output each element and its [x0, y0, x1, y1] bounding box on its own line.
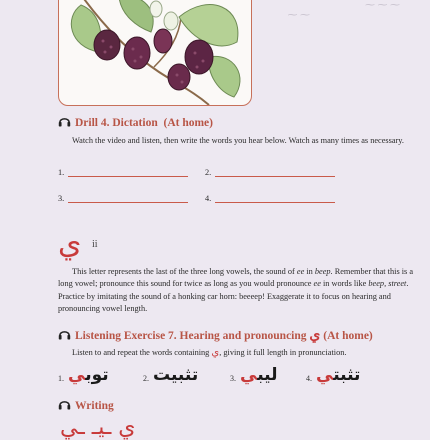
headphones-icon: [58, 115, 71, 127]
exercise7-letter: ي: [309, 328, 321, 343]
word-2[interactable]: تثبيت: [153, 365, 199, 385]
dictation-label-4: 4.: [205, 194, 212, 203]
exercise7-title: Listening Exercise 7. Hearing and pronouncing: [75, 330, 307, 342]
word-4[interactable]: تثبتي: [316, 365, 361, 385]
exercise7-tag: (At home): [323, 330, 373, 342]
writing-heading: [58, 398, 114, 412]
word-3[interactable]: ليبي: [240, 365, 278, 385]
dictation-label-2: 2.: [205, 168, 212, 177]
word-number-4: 4.: [306, 374, 312, 383]
word-1[interactable]: توبي: [68, 365, 109, 385]
word-number-3: 3.: [230, 374, 236, 383]
dictation-field-3[interactable]: [68, 202, 188, 203]
mulberry-branch-drawing: [59, 0, 251, 105]
drill4-instructions: Watch the video and listen, then write the words you hear below. Watch as many times as necessary.: [72, 136, 404, 145]
exercise7-heading: [58, 327, 373, 344]
dictation-label-3: 3.: [58, 194, 65, 203]
bleed-through-text: ⁓ ⁓ ⁓: [365, 0, 400, 11]
headphones-icon: [58, 328, 71, 340]
drill4-tag: (At home): [163, 117, 213, 129]
bleed-through-text: ⁓ ⁓: [287, 10, 310, 21]
exercise7-words: [58, 365, 378, 395]
letter-ya-glyph: ي: [58, 226, 82, 261]
drill4-title: Drill 4. Dictation: [75, 117, 158, 129]
word-number-1: 1.: [58, 374, 64, 383]
dictation-label-1: 1.: [58, 168, 65, 177]
letter-transliteration: ii: [92, 239, 98, 250]
mulberry-illustration: [58, 0, 252, 106]
headphones-icon: [58, 398, 71, 410]
letter-description: This letter represents the last of the three long vowels, the sound of ee in beep. Remember that this is a long vowel; pronounce this sound for twice as long as you would pronounce ee in words like beep, street. Practice by imitating the sound of a honking car horn: beeeep! Exaggerate it to focus on hearing and pronouncing vowel length.: [58, 267, 414, 314]
drill4-heading: [58, 115, 213, 129]
writing-preview: ي ـيـ ـي: [60, 415, 136, 440]
word-number-2: 2.: [143, 374, 149, 383]
dictation-field-2[interactable]: [215, 176, 335, 177]
dictation-field-1[interactable]: [68, 176, 188, 177]
exercise7-instruction: Listen to and repeat the words containing ي, giving it full length in pronunciation.: [72, 347, 347, 358]
writing-title: Writing: [75, 400, 114, 412]
dictation-field-4[interactable]: [215, 202, 335, 203]
